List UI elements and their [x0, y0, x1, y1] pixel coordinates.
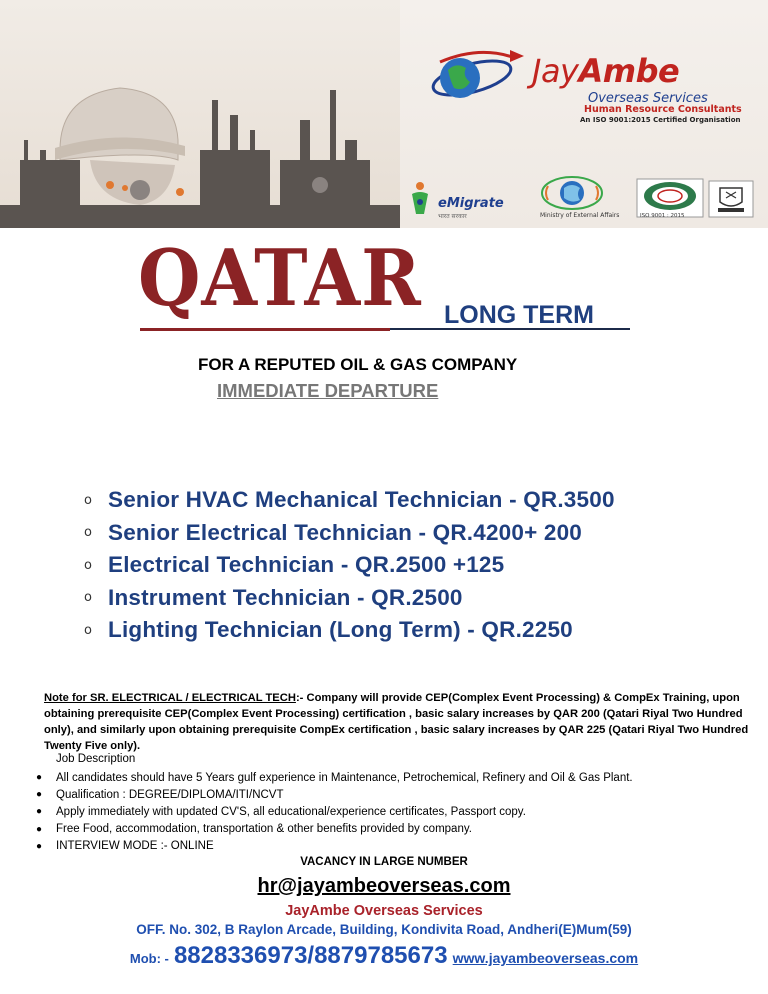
- circle-bullet-icon: o: [84, 622, 92, 638]
- brand-ambe: Ambe: [578, 52, 680, 90]
- ukas-logo-icon: [708, 180, 754, 218]
- term-label: LONG TERM: [444, 301, 594, 329]
- job-title: Instrument Technician - QR.2500: [108, 584, 463, 610]
- country-title: QATAR: [138, 233, 422, 324]
- contact-line: [0, 942, 768, 970]
- job-title: Senior Electrical Technician - QR.4200+ 200: [108, 519, 583, 545]
- job-title: Electrical Technician - QR.2500 +125: [108, 552, 505, 578]
- mobile-label: Mob: -: [129, 951, 169, 966]
- circle-bullet-icon: o: [84, 557, 92, 573]
- emigrate-logo-icon: [408, 180, 432, 220]
- departure-label: IMMEDIATE DEPARTURE: [217, 380, 439, 401]
- moea-label: Ministry of External Affairs: [540, 212, 620, 219]
- bullet-icon: ●: [36, 840, 43, 852]
- brand-tagline: Human Resource Consultants: [584, 104, 742, 115]
- job-title: Lighting Technician (Long Term) - QR.2250: [108, 617, 573, 643]
- note-paragraph: [44, 690, 756, 754]
- job-description-label: Job Description: [56, 753, 136, 765]
- globe-logo-icon: [420, 40, 530, 112]
- bullet-icon: ●: [36, 789, 43, 801]
- list-item: [84, 549, 754, 582]
- requirement-text: All candidates should have 5 Years gulf experience in Maintenance, Petrochemical, Refinery and Oil & Gas Plant.: [56, 771, 633, 784]
- website-link[interactable]: www.jayambeoverseas.com: [452, 950, 639, 966]
- requirement-text: Qualification : DEGREE/DIPLOMA/ITI/NCVT: [56, 788, 284, 801]
- list-item: [84, 484, 754, 517]
- moea-logo-icon: [540, 176, 604, 210]
- emigrate-label: eMigrate: [438, 196, 504, 211]
- brand-jay: Jay: [532, 52, 579, 90]
- list-item: [36, 838, 756, 855]
- note-text: :- Company will provide CEP(Complex Event Processing) & CompEx Training, upon obtaining prerequisite CEP(Complex Event Processing) certification , basic salary increases by QAR 200 (Qatari Riyal Two Hundred only), and similarly upon obtaining prerequisite CompEx certification , basic salary increases by QAR 225 (Qatari Riyal Two Hundred Twenty Five only).: [44, 692, 749, 752]
- list-item: [36, 803, 756, 820]
- iso-label: ISO 9001 : 2015: [640, 213, 685, 219]
- office-address: OFF. No. 302, B Raylon Arcade, Building, Kondivita Road, Andheri(E)Mum(59): [136, 922, 632, 937]
- requirements-list: [36, 769, 756, 855]
- circle-bullet-icon: o: [84, 525, 92, 541]
- company-name: JayAmbe Overseas Services: [285, 903, 483, 919]
- company-label: FOR A REPUTED OIL & GAS COMPANY: [198, 355, 518, 374]
- list-item: [84, 517, 754, 550]
- circle-bullet-icon: o: [84, 590, 92, 606]
- title-underline-red: [140, 328, 390, 331]
- list-item: [84, 614, 754, 647]
- brand-name: [532, 52, 679, 90]
- circle-bullet-icon: o: [84, 492, 92, 508]
- list-item: [36, 821, 756, 838]
- email-link[interactable]: hr@jayambeoverseas.com: [257, 875, 511, 897]
- list-item: [36, 786, 756, 803]
- bullet-icon: ●: [36, 772, 43, 784]
- note-label: Note for SR. ELECTRICAL / ELECTRICAL TECH: [44, 692, 296, 704]
- header-banner: [0, 0, 768, 228]
- requirement-text: INTERVIEW MODE :- ONLINE: [56, 840, 214, 853]
- refinery-image: [0, 0, 400, 228]
- brand-iso: An ISO 9001:2015 Certified Organisation: [580, 116, 741, 124]
- vacancy-label: VACANCY IN LARGE NUMBER: [300, 856, 468, 868]
- emigrate-sub: भारत सरकार: [438, 213, 467, 220]
- mobile-numbers[interactable]: 8828336973/8879785673: [173, 942, 448, 969]
- bullet-icon: ●: [36, 823, 43, 835]
- list-item: [36, 769, 756, 786]
- requirement-text: Apply immediately with updated CV'S, all educational/experience certificates, Passport copy.: [56, 805, 526, 818]
- bullet-icon: ●: [36, 806, 43, 818]
- job-title: Senior HVAC Mechanical Technician - QR.3500: [108, 487, 615, 513]
- iso-certification-logo-icon: [636, 178, 704, 218]
- brand-subtitle: Overseas Services: [588, 91, 708, 106]
- job-list: [84, 484, 754, 647]
- requirement-text: Free Food, accommodation, transportation & other benefits provided by company.: [56, 823, 472, 836]
- list-item: [84, 582, 754, 615]
